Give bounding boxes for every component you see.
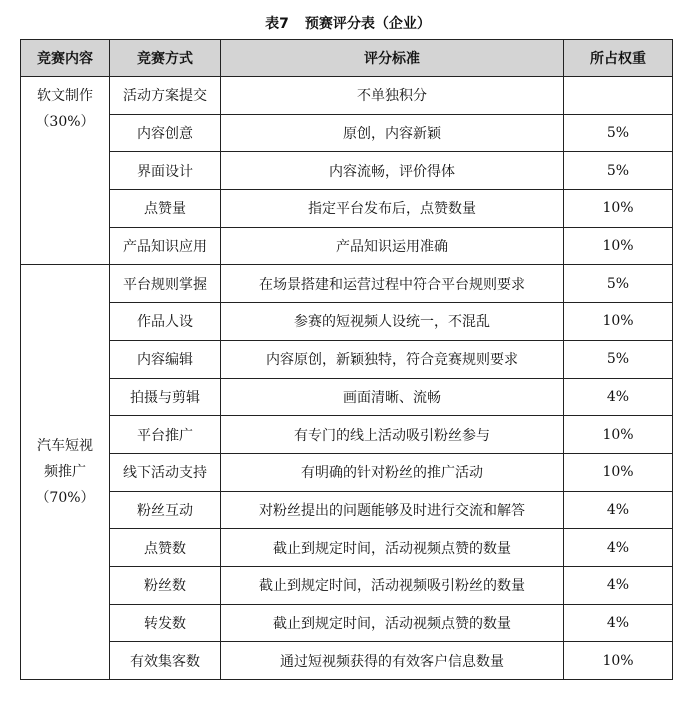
category-name-line2: 频推广	[44, 464, 86, 481]
method-cell: 作品人设	[110, 303, 221, 341]
category-weight: （30%）	[35, 114, 95, 130]
weight-cell: 10%	[564, 416, 673, 454]
weight-cell	[564, 77, 673, 115]
method-cell: 平台推广	[110, 416, 221, 454]
table-row	[21, 77, 673, 115]
criteria-cell: 产品知识运用准确	[221, 227, 564, 265]
method-cell: 活动方案提交	[110, 77, 221, 115]
weight-cell: 4%	[564, 529, 673, 567]
weight-cell: 5%	[564, 152, 673, 190]
weight-cell: 10%	[564, 227, 673, 265]
header-criteria: 评分标准	[221, 40, 564, 77]
table-row	[21, 190, 673, 228]
method-cell: 平台规则掌握	[110, 265, 221, 303]
table-row	[21, 378, 673, 416]
category-cell-shortvideo	[21, 265, 110, 680]
method-cell: 线下活动支持	[110, 453, 221, 491]
criteria-cell: 截止到规定时间，活动视频点赞的数量	[221, 529, 564, 567]
criteria-cell: 有专门的线上活动吸引粉丝参与	[221, 416, 564, 454]
header-content: 竞赛内容	[21, 40, 110, 77]
category-cell-softtext	[21, 77, 110, 265]
method-cell: 拍摄与剪辑	[110, 378, 221, 416]
header-row	[21, 40, 673, 77]
weight-cell: 4%	[564, 491, 673, 529]
weight-cell: 5%	[564, 265, 673, 303]
method-cell: 点赞量	[110, 190, 221, 228]
table-title: 预赛评分表（企业）	[304, 16, 431, 32]
table-number: 表7	[265, 16, 289, 32]
table-row	[21, 416, 673, 454]
criteria-cell: 截止到规定时间，活动视频点赞的数量	[221, 604, 564, 642]
header-method: 竞赛方式	[110, 40, 221, 77]
category-weight: （70%）	[35, 490, 95, 507]
weight-cell: 5%	[564, 114, 673, 152]
weight-cell: 10%	[564, 303, 673, 341]
table-row	[21, 265, 673, 303]
method-cell: 产品知识应用	[110, 227, 221, 265]
criteria-cell: 有明确的针对粉丝的推广活动	[221, 453, 564, 491]
method-cell: 粉丝数	[110, 566, 221, 604]
table-row	[21, 529, 673, 567]
method-cell: 粉丝互动	[110, 491, 221, 529]
method-cell: 内容创意	[110, 114, 221, 152]
table-row	[21, 604, 673, 642]
weight-cell: 10%	[564, 190, 673, 228]
method-cell: 转发数	[110, 604, 221, 642]
criteria-cell: 不单独积分	[221, 77, 564, 115]
method-cell: 点赞数	[110, 529, 221, 567]
criteria-cell: 指定平台发布后，点赞数量	[221, 190, 564, 228]
method-cell: 界面设计	[110, 152, 221, 190]
table-row	[21, 340, 673, 378]
table-row	[21, 642, 673, 680]
scoring-table	[20, 39, 673, 680]
weight-cell: 4%	[564, 566, 673, 604]
weight-cell: 10%	[564, 453, 673, 491]
weight-cell: 5%	[564, 340, 673, 378]
weight-cell: 4%	[564, 378, 673, 416]
criteria-cell: 通过短视频获得的有效客户信息数量	[221, 642, 564, 680]
criteria-cell: 画面清晰、流畅	[221, 378, 564, 416]
header-weight: 所占权重	[564, 40, 673, 77]
method-cell: 内容编辑	[110, 340, 221, 378]
category-name: 软文制作	[37, 88, 93, 104]
criteria-cell: 截止到规定时间，活动视频吸引粉丝的数量	[221, 566, 564, 604]
method-cell: 有效集客数	[110, 642, 221, 680]
criteria-cell: 原创，内容新颖	[221, 114, 564, 152]
criteria-cell: 对粉丝提出的问题能够及时进行交流和解答	[221, 491, 564, 529]
criteria-cell: 在场景搭建和运营过程中符合平台规则要求	[221, 265, 564, 303]
table-row	[21, 114, 673, 152]
table-row	[21, 491, 673, 529]
category-name-line1: 汽车短视	[37, 438, 93, 455]
criteria-cell: 内容流畅，评价得体	[221, 152, 564, 190]
criteria-cell: 参赛的短视频人设统一，不混乱	[221, 303, 564, 341]
table-caption	[0, 15, 696, 33]
table-row	[21, 566, 673, 604]
table-row	[21, 227, 673, 265]
table-row	[21, 453, 673, 491]
criteria-cell: 内容原创，新颖独特，符合竞赛规则要求	[221, 340, 564, 378]
table-row	[21, 303, 673, 341]
weight-cell: 4%	[564, 604, 673, 642]
weight-cell: 10%	[564, 642, 673, 680]
table-row	[21, 152, 673, 190]
